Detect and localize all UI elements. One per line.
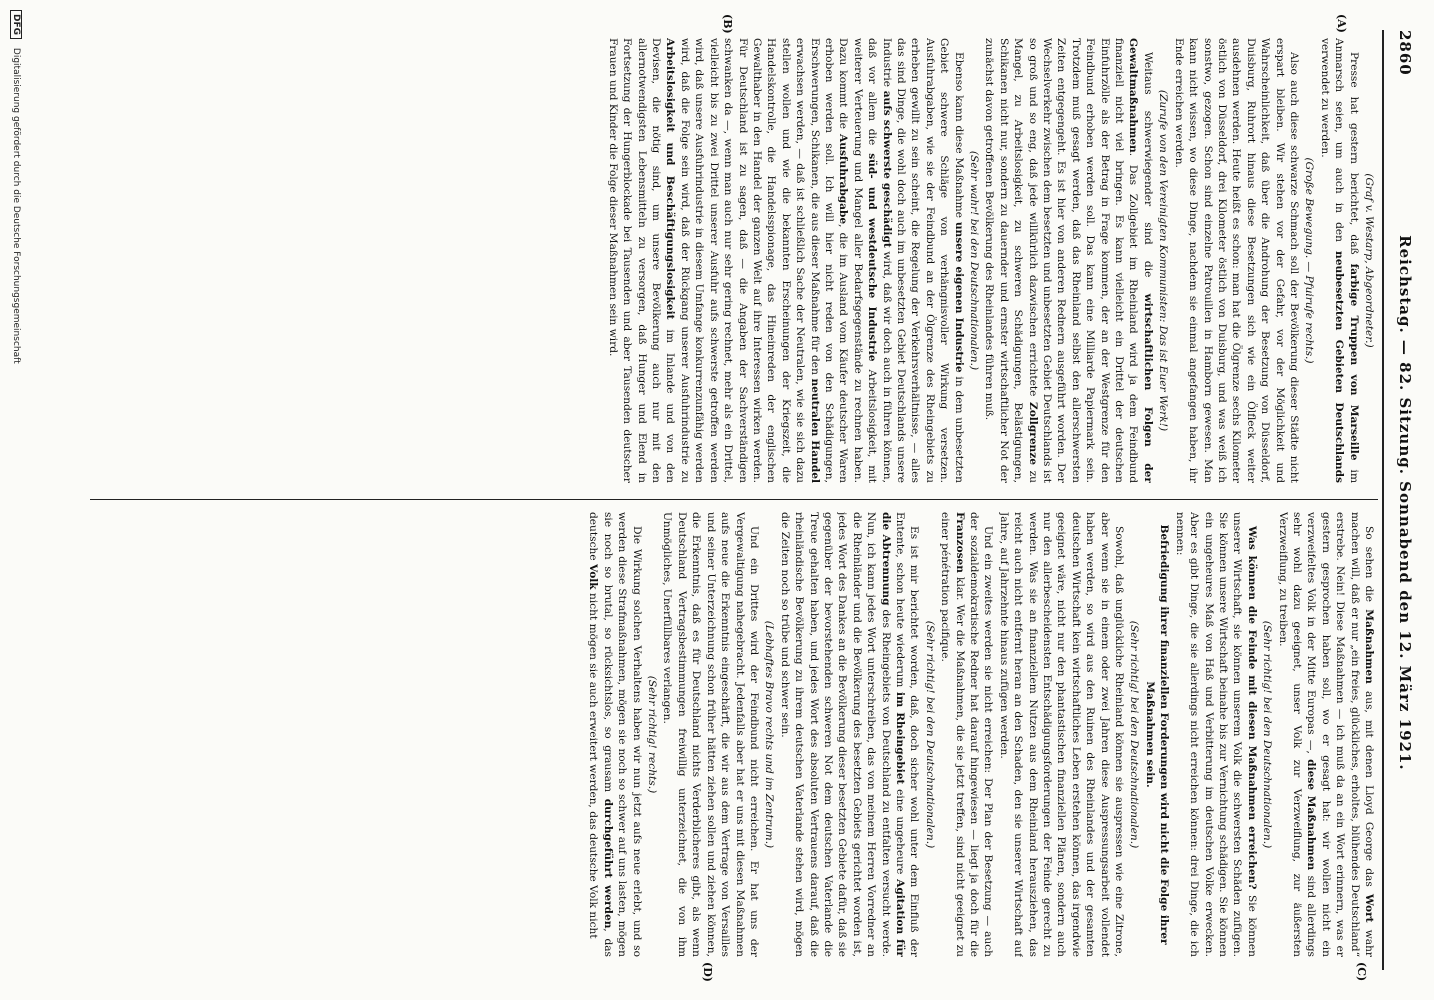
- header-rule: [1382, 30, 1384, 970]
- paragraph: Sowohl, daß unglückliche Rheinland können sie auspressen wie eine Zitrone, aber wenn sie in einem oder zwei Jahren diese Auspressungsarbeit vollendet haben werden, so wird aus den Ruinen des Rheinlandes und der gesamten deutschen Wirtschaft kein wirtschaftliches Leben erstehen können, das irgendwie geeignet wäre, nicht nur den phantastischen finanziellen Plänen, sondern auch nur den allerbescheidensten Entschädigungsforderungen der Feinde gerecht zu werden. Was sie an finanziellem Nutzen aus dem Rheinland herausziehen, das reicht auch nicht entfernt heran an den Schaden, den sie unserer Wirtschaft auf Jahre, auf Jahrzehnte hinaus zufügen werden.: [997, 512, 1126, 957]
- reaction-note: (Zurufe von den Vereinigten Kommunisten: Das ist Euer Werk!): [1157, 89, 1170, 432]
- reaction-note: (Graf v. Westarp, Abgeordneter.): [1363, 173, 1375, 348]
- page-title: Reichstag. — 82. Sitzung. Sonnabend den 12. März 1921.: [1396, 235, 1414, 771]
- paragraph: Und ein Drittes wird der Feindbund nicht erreichen. Er hat uns der Vergewaltigung nahegebracht. Jedenfalls aber hat er uns mit diesen Maßnahmen aufs neue die Erkenntnis eingeschärft, die wir aus dem Vertrage von Versailles und seiner Unterzeichnung schon früher hätten ziehen sollen und ziehen können, die Erkenntnis, daß es für Deutschland nichts Verderblicheres gibt, als wenn Deutschland Vertragsbestimmungen freiwillig unterzeichnet, die von ihm Unmögliches, Unerfüllbares verlangen.: [661, 512, 760, 957]
- left-column: [60, 38, 1376, 483]
- paragraph: Also auch diese schwarze Schmach soll der Bevölkerung dieser Städte nicht erspart bleiben. Wir stehen vor der Gefahr, vor der Möglichkeit und Wahrscheinlichkeit, daß über die Androhung der Besetzung von Düsseldorf, Duisburg, Ruhrort hinaus diese Besetzungen sich wie ein Ölfleck weiter ausdehnen werden. Heute heißt es schon: man hat die Ölgrenze sechs Kilometer östlich von Düsseldorf, drei Kilometer östlich von Duisburg, und was weiß ich sonstwo, gezogen. Schon sind einzelne Patrouillen in Hamborn gewesen. Man kann nicht wissen, wo diese Dinge, nachdem sie einmal angefangen haben, ihr Ende erreichen werden.: [1172, 38, 1300, 483]
- margin-letter-c: (C): [1355, 962, 1368, 982]
- reaction-note: (Sehr richtig! bei den Deutschnationalen.): [1128, 620, 1141, 849]
- reaction-note: (Sehr richtig! rechts.): [646, 675, 659, 794]
- paragraph: Weitaus schwerwiegender sind die wirtschaftlichen Folgen der Gewaltmaßnahmen. Das Zollgebiet im Rheinland wird ja dem Feindbund finanziell nicht viel bringen. Es kann vielleicht ein Drittel der deutschen Einfuhrzölle als der Betrag in Frage kommen, der an der Westgrenze für den Feindbund erhoben werden soll. Das kann eine Milliarde Papiermark sein. Trotzdem muß gesagt werden, daß das Rheinland selbst den allerschwersten Zeiten entgegengeht. Es ist hier von anderen Rednern ausgeführt worden. Der Wechselverkehr zwischen dem besetzten und unbesetzten Gebiet Deutschlands ist so groß und so eng, daß jede willkürlich dazwischen errichtete Zollgrenze zu Mangel, zu Arbeitslosigkeit, zu schweren Schädigungen, Belästigungen, Schikanen nicht nur, sondern zu dauernder und ernster wirtschaftlicher Not der zunächst davon getroffenen Bevölkerung des Rheinlandes führen muß.: [983, 38, 1154, 483]
- page-header: [1388, 30, 1414, 960]
- paragraph: Was können die Feinde mit diesen Maßnahmen erreichen? Sie können unserer Wirtschaft, sie können unserem Volk die schwersten Schäden zufügen. Sie können unsere Wirtschaft beinahe bis zur Vernichtung schädigen. Sie können ein ungeheures Maß von Haß und Verbitterung im deutschen Volke erwecken. Aber es gibt Dinge, die sie allerdings nicht erreichen können: drei Dinge, die ich nennen:: [1173, 512, 1258, 957]
- paragraph: Presse hat gestern berichtet, daß farbige Truppen von Marseille im Anmarsch seien, um auch in den neubesetzten Gebieten Deutschlands verwendet zu werden.: [1318, 38, 1360, 483]
- paragraph: Die Wirkung solchen Verhaltens haben wir nun jetzt aufs neue erlebt, und so werden diese Strafmaßnahmen, mögen sie noch so schwer auf uns lasten, mögen sie noch so brutal, so rücksichtslos, so grausam durchgeführt werden, das deutsche Volk nicht mögen sie auch erweitert werden, das deutsche Volk nicht: [587, 512, 643, 957]
- dfg-logo: DFG: [10, 10, 22, 39]
- page-number: 2860: [1396, 30, 1414, 76]
- margin-letter-d: (D): [701, 962, 714, 982]
- dfg-credit-text: Digitalisierung gefördert durch die Deutsche Forschungsgemeinschaft: [11, 47, 21, 364]
- column-divider: [90, 499, 1378, 500]
- margin-letter-b: (B): [721, 14, 734, 34]
- reaction-note: (Große Bewegung. — Pfuirufe rechts.): [1303, 157, 1316, 364]
- section-heading: Befriedigung ihrer finanziellen Forderungen wird nicht die Folge ihrer Maßnahmen sein.: [1143, 524, 1171, 945]
- reaction-note: (Sehr richtig! bei den Deutschnationalen.): [1261, 620, 1274, 849]
- reaction-note: (Sehr wahr! bei den Deutschnationalen.): [968, 150, 981, 371]
- reaction-note: (Sehr richtig! bei den Deutschnationalen.): [923, 620, 936, 849]
- right-column: [60, 512, 1376, 957]
- paragraph: So sehen die Maßnahmen aus, mit denen Lloyd George das Wort wahr machen will, daß er nur „ein freies, glückliches, erholtes, blühendes Deutschland“ erstrebe. Nein! Diese Maßnahmen — ich muß da an ein Wort erinnern, was er gestern gesprochen haben soll, wo er gesagt hat: wir wollen nicht ein verzweifeltes Volk in der Mitte Europas —, diese Maßnahmen sind allerdings sehr wohl dazu geeignet, unser Volk zur Verzweiflung, zur äußersten Verzweiflung, zu treiben.: [1276, 512, 1375, 957]
- paragraph: Ebenso kann diese Maßnahme unsere eigenen Industrie in dem unbesetzten Gebiet schwere Schläge von verhängnisvoller Wirkung versetzen. Ausfuhrabgaben, wie sie der Feindbund an der Ölgrenze des Rheingebiets zu erheben gewillt zu sein scheint, die Regelung der Verkehrsverhältnisse, — alles das sind Dinge, die wohl doch auch im unbesetzten Gebiet Deutschlands unsere Industrie aufs schwerste geschädigt wird, daß wir doch auch in führen können, daß vor allem die süd- und westdeutsche Industrie Arbeitslosigkeit, mit weiterer Verteuerung und Mangel aller Bedarfsgegenstände zu rechnen haben. Dazu kommt die Ausfuhrabgabe, die im Ausland vom Käufer deutscher Waren erhoben werden soll. Ich will hier nicht reden von den Schädigungen, Erschwerungen, Schikanen, die aus dieser Maßnahme für den neutralen Handel erwachsen werden, — daß ist schließlich Sache der Neutralen, wie sie sich dazu stellen wollen und wie die bekannten Erscheinungen der Kriegszeit, die Handelskontrolle, die Handelsspionage, das Hineinreden der englischen Gewalthaber in den Handel der ganzen Welt auf ihre Interessen wirken werden. Für Deutschland ist zu sagen, daß — die Angaben der Sachverständigen schwanken da —, wenn man auch nur sehr gering rechnet, mehr als ein Drittel, vielleicht bis zu zwei Drittel unserer Ausfuhr aufs schwerste getroffen werden wird, daß unsere Ausfuhrindustrie in diesem Umfange konkurrenzunfähig werden wird, daß die Folge sein wird, daß der Rückgang unserer Ausfuhrindustrie zu Arbeitslosigkeit und Beschäftigungslosigkeit im Inlande und von den Devisen, die nötig sind, um unsere Bevölkerung auch nur mit den allernotwendigsten Lebensmitteln zu versorgen, daß Hunger und Elend in Fortsetzung der Hungerblockade bei Tausenden und aber Tausenden deutscher Frauen und Kinder die Folge dieser Maßnahmen sein wird.: [606, 38, 965, 483]
- margin-letter-a: (A): [1335, 14, 1348, 33]
- paragraph: Es ist mir berichtet worden, daß, doch sicher wohl unter dem Einfluß der Entente, schon heute wiederum im Rheingebiet eine ungeheure Agitation für die Abtrennung des Rheingebiets von Deutschland zu entfalten versucht werde. Nun, ich kann jedes Wort unterschreiben, das von meinem Herren Vorredner an die Rheinländer und die Bevölkerung des besetzten Gebiets gerichtet worden ist, jedes Wort des Dankes an die Bevölkerung dieser besetzten Gebiete dafür, daß sie gegenüber der bevorstehenden schweren Not dem deutschen Vaterlande die Treue gehalten haben, und jedes Wort des absoluten Vertrauens darauf, daß die rheinländische Bevölkerung zu ihrem deutschen Vaterlande stehen wird, mögen die Zeiten noch so trübe und schwer sein.: [778, 512, 921, 957]
- dfg-credit: [10, 10, 22, 364]
- paragraph: Und ein zweites werden sie nicht erreichen: Der Plan der Besetzung — auch der sozialdemokratische Redner hat darauf hingewiesen — liegt ja doch für die Franzosen klar. Wer die Maßnahmen, die sie jetzt treffen, sind nicht geeignet zu einer pénétration pacifique.: [939, 512, 995, 957]
- reaction-note: (Lebhaftes Bravo rechts und im Zentrum.): [763, 620, 776, 849]
